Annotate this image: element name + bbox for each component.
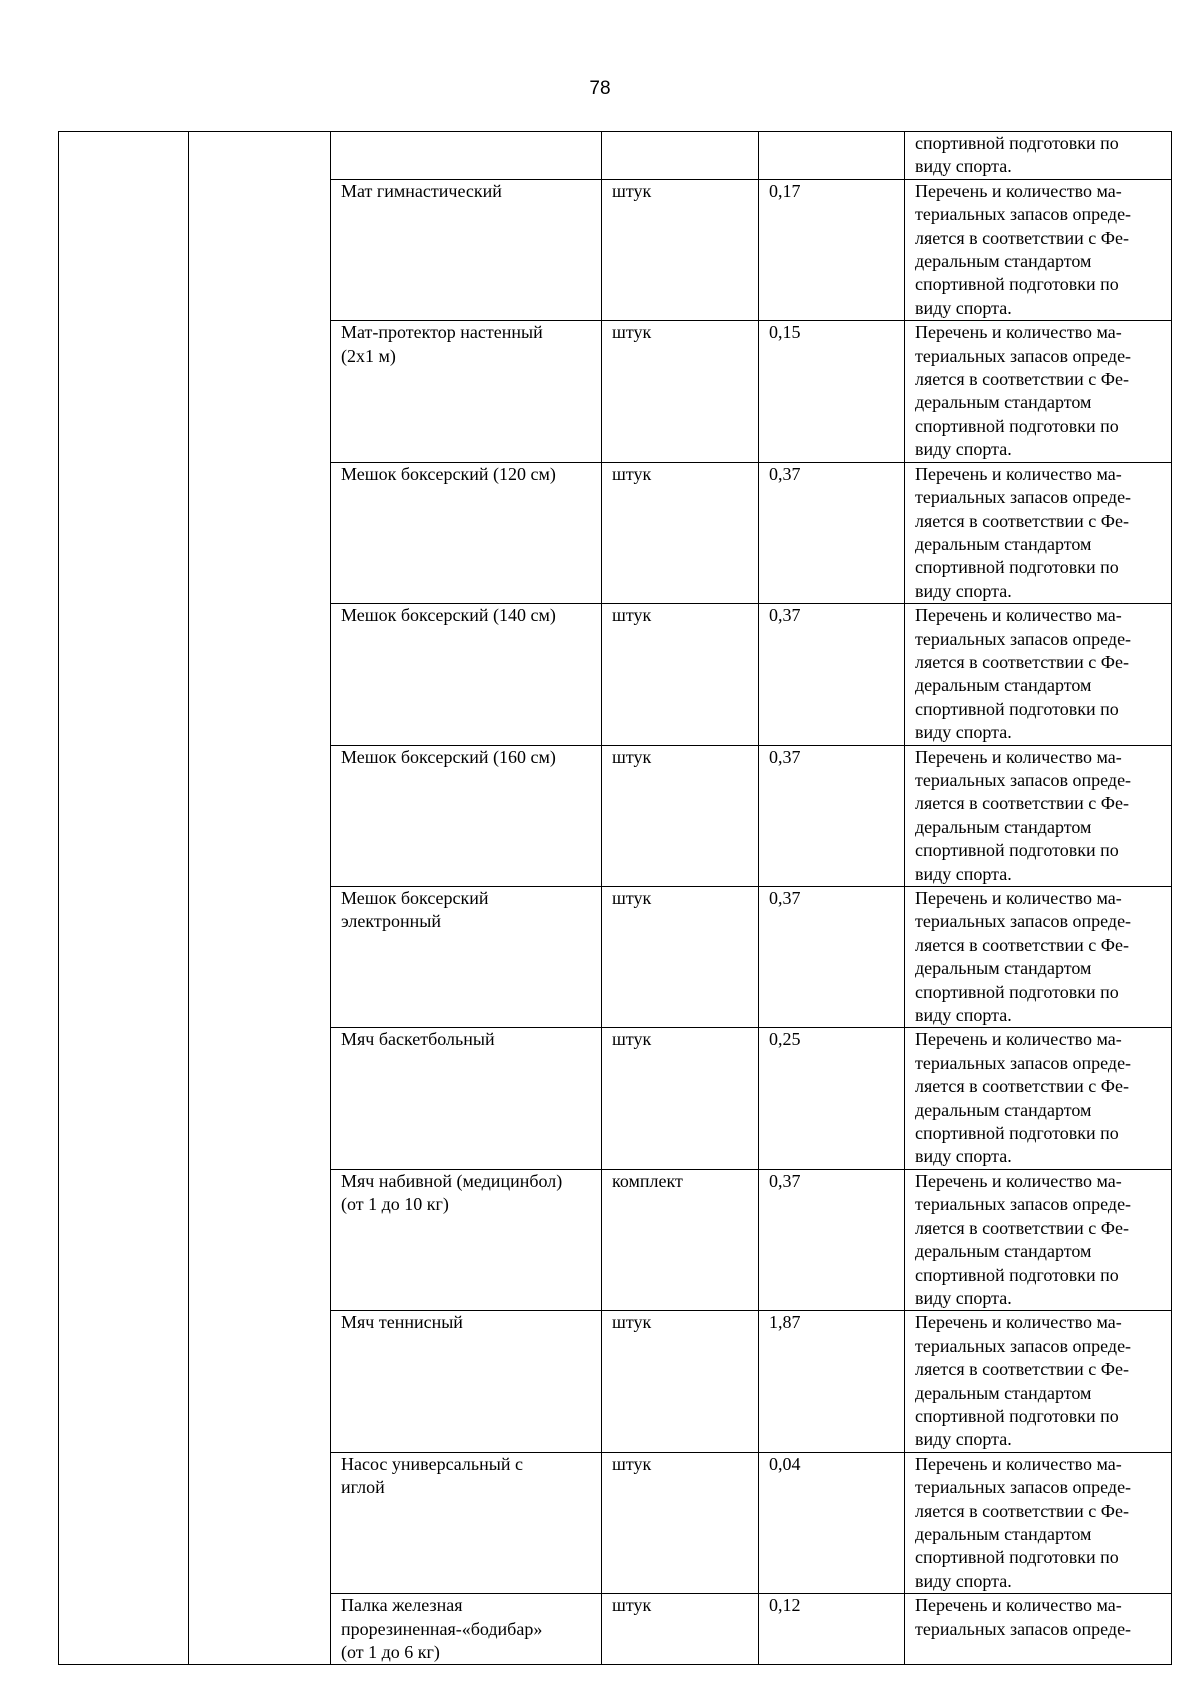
unit-cell <box>602 132 759 180</box>
quantity-cell: 0,37 <box>759 745 905 886</box>
unit-cell: штук <box>602 462 759 603</box>
quantity-cell: 0,25 <box>759 1028 905 1169</box>
note-cell: Перечень и количество ма- териальных запасов опреде- ляется в соответствии с Фе- деральным стандартом спортивной подготовки по виду спорта. <box>905 462 1172 603</box>
item-name-cell: Мяч баскетбольный <box>331 1028 602 1169</box>
item-name-cell: Мат гимнастический <box>331 179 602 320</box>
unit-cell: комплект <box>602 1169 759 1310</box>
note-cell: Перечень и количество ма- териальных запасов опреде- ляется в соответствии с Фе- деральным стандартом спортивной подготовки по виду спорта. <box>905 887 1172 1028</box>
quantity-cell: 0,37 <box>759 887 905 1028</box>
unit-cell: штук <box>602 1594 759 1665</box>
unit-cell: штук <box>602 604 759 745</box>
unit-cell: штук <box>602 321 759 462</box>
note-cell: Перечень и количество ма- териальных запасов опреде- ляется в соответствии с Фе- деральным стандартом спортивной подготовки по виду спорта. <box>905 1169 1172 1310</box>
item-name-cell <box>331 132 602 180</box>
note-cell: Перечень и количество ма- териальных запасов опреде- <box>905 1594 1172 1665</box>
item-name-cell: Мешок боксерский (140 см) <box>331 604 602 745</box>
quantity-cell <box>759 132 905 180</box>
merged-cell-col1 <box>59 132 189 1665</box>
quantity-cell: 0,37 <box>759 604 905 745</box>
note-cell: Перечень и количество ма- териальных запасов опреде- ляется в соответствии с Фе- деральным стандартом спортивной подготовки по виду спорта. <box>905 604 1172 745</box>
item-name-cell: Палка железная прорезиненная-«бодибар» (от 1 до 6 кг) <box>331 1594 602 1665</box>
item-name-cell: Мешок боксерский (160 см) <box>331 745 602 886</box>
quantity-cell: 0,12 <box>759 1594 905 1665</box>
note-cell: Перечень и количество ма- териальных запасов опреде- ляется в соответствии с Фе- деральным стандартом спортивной подготовки по виду спорта. <box>905 745 1172 886</box>
note-cell: спортивной подготовки по виду спорта. <box>905 132 1172 180</box>
page-number: 78 <box>589 78 611 99</box>
quantity-cell: 0,37 <box>759 462 905 603</box>
note-cell: Перечень и количество ма- териальных запасов опреде- ляется в соответствии с Фе- деральным стандартом спортивной подготовки по виду спорта. <box>905 1452 1172 1593</box>
quantity-cell: 0,15 <box>759 321 905 462</box>
item-name-cell: Мат-протектор настенный (2х1 м) <box>331 321 602 462</box>
quantity-cell: 0,04 <box>759 1452 905 1593</box>
merged-cell-col2 <box>189 132 331 1665</box>
note-cell: Перечень и количество ма- териальных запасов опреде- ляется в соответствии с Фе- деральным стандартом спортивной подготовки по виду спорта. <box>905 1311 1172 1452</box>
materials-table <box>58 131 1172 1665</box>
unit-cell: штук <box>602 1311 759 1452</box>
unit-cell: штук <box>602 887 759 1028</box>
quantity-cell: 1,87 <box>759 1311 905 1452</box>
note-cell: Перечень и количество ма- териальных запасов опреде- ляется в соответствии с Фе- деральным стандартом спортивной подготовки по виду спорта. <box>905 1028 1172 1169</box>
unit-cell: штук <box>602 1028 759 1169</box>
unit-cell: штук <box>602 745 759 886</box>
item-name-cell: Мешок боксерский электронный <box>331 887 602 1028</box>
table-body <box>59 132 1172 1665</box>
item-name-cell: Мяч набивной (медицинбол) (от 1 до 10 кг) <box>331 1169 602 1310</box>
item-name-cell: Мяч теннисный <box>331 1311 602 1452</box>
quantity-cell: 0,17 <box>759 179 905 320</box>
note-cell: Перечень и количество ма- териальных запасов опреде- ляется в соответствии с Фе- деральным стандартом спортивной подготовки по виду спорта. <box>905 321 1172 462</box>
unit-cell: штук <box>602 1452 759 1593</box>
quantity-cell: 0,37 <box>759 1169 905 1310</box>
table-row-continuation <box>59 132 1172 180</box>
unit-cell: штук <box>602 179 759 320</box>
item-name-cell: Насос универсальный с иглой <box>331 1452 602 1593</box>
item-name-cell: Мешок боксерский (120 см) <box>331 462 602 603</box>
note-cell: Перечень и количество ма- териальных запасов опреде- ляется в соответствии с Фе- деральным стандартом спортивной подготовки по виду спорта. <box>905 179 1172 320</box>
